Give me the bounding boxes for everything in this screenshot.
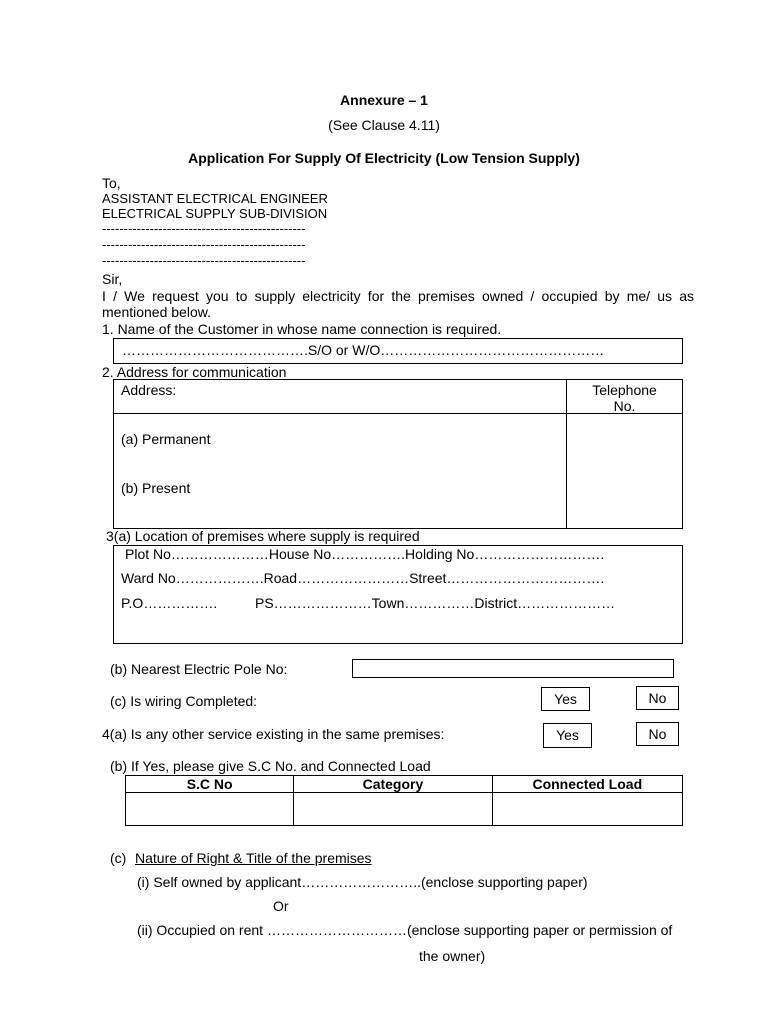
- category-cell[interactable]: [294, 793, 492, 826]
- option-self-owned: (i) Self owned by applicant……………………..(enclose supporting paper): [137, 874, 588, 890]
- customer-name-dots: ………………………………….S/O or W/O…………………………………………: [122, 342, 605, 358]
- customer-name-field[interactable]: [113, 338, 683, 364]
- address-label: 2. Address for communication: [102, 364, 287, 380]
- location-row-3-rest: PS…………………Town……………District…………………: [255, 595, 616, 611]
- salutation: Sir,: [102, 271, 123, 287]
- option-on-rent-cont: the owner): [419, 948, 486, 964]
- permanent-address-label: (a) Permanent: [121, 431, 211, 447]
- telephone-header-no: No.: [613, 398, 636, 414]
- wiring-label: (c) Is wiring Completed:: [110, 693, 258, 709]
- letter-body-line-1: I / We request you to supply electricity for the premises owned / occupied by me/ us as: [102, 288, 694, 304]
- recipient-dash-2: -----------------------------------------------: [102, 237, 306, 252]
- location-row-1: Plot No…………………House No…………….Holding No……………………….: [125, 546, 605, 562]
- customer-name-label: 1. Name of the Customer in whose name connection is required.: [102, 321, 502, 337]
- recipient-line-1: ASSISTANT ELECTRICAL ENGINEER: [102, 191, 328, 206]
- recipient-dash-3: -----------------------------------------------: [102, 253, 306, 268]
- to-label: To,: [102, 175, 121, 191]
- form-title: Application For Supply Of Electricity (Low Tension Supply): [188, 150, 580, 166]
- nature-of-right-label: Nature of Right & Title of the premises: [135, 850, 372, 866]
- connected-load-header: Connected Load: [492, 776, 682, 793]
- telephone-header: Telephone: [592, 382, 657, 398]
- connected-load-cell[interactable]: [492, 793, 682, 826]
- sc-no-cell[interactable]: [126, 793, 294, 826]
- location-row-3-po: P.O…………….: [121, 595, 218, 611]
- wiring-yes-box[interactable]: Yes: [541, 687, 590, 711]
- annexure-heading: Annexure – 1: [340, 92, 428, 108]
- other-service-yes-box[interactable]: Yes: [543, 723, 592, 748]
- clause-reference: (See Clause 4.11): [328, 117, 440, 133]
- or-label: Or: [273, 898, 289, 914]
- category-header: Category: [294, 776, 492, 793]
- address-table: [113, 379, 683, 529]
- location-label: 3(a) Location of premises where supply is required: [106, 528, 420, 544]
- location-row-2: Ward No……………….Road……………………Street…………………………….: [121, 570, 605, 586]
- sc-no-header: S.C No: [126, 776, 294, 793]
- option-on-rent: (ii) Occupied on rent …………………………(enclose supporting paper or permission of: [137, 922, 673, 938]
- recipient-dash-1: -----------------------------------------------: [102, 221, 306, 236]
- sc-details-label: (b) If Yes, please give S.C No. and Connected Load: [110, 758, 431, 774]
- letter-body-line-2: mentioned below.: [102, 304, 211, 320]
- sc-table: [125, 775, 683, 826]
- other-service-label: 4(a) Is any other service existing in the same premises:: [102, 726, 445, 742]
- recipient-line-2: ELECTRICAL SUPPLY SUB-DIVISION: [102, 206, 328, 221]
- location-box[interactable]: [113, 545, 683, 644]
- wiring-no-box[interactable]: No: [636, 686, 679, 710]
- pole-number-input[interactable]: [352, 659, 674, 678]
- nature-prefix: (c): [110, 850, 127, 866]
- address-header: Address:: [121, 382, 177, 398]
- other-service-no-box[interactable]: No: [636, 722, 679, 746]
- present-address-label: (b) Present: [121, 480, 191, 496]
- pole-number-label: (b) Nearest Electric Pole No:: [110, 661, 288, 677]
